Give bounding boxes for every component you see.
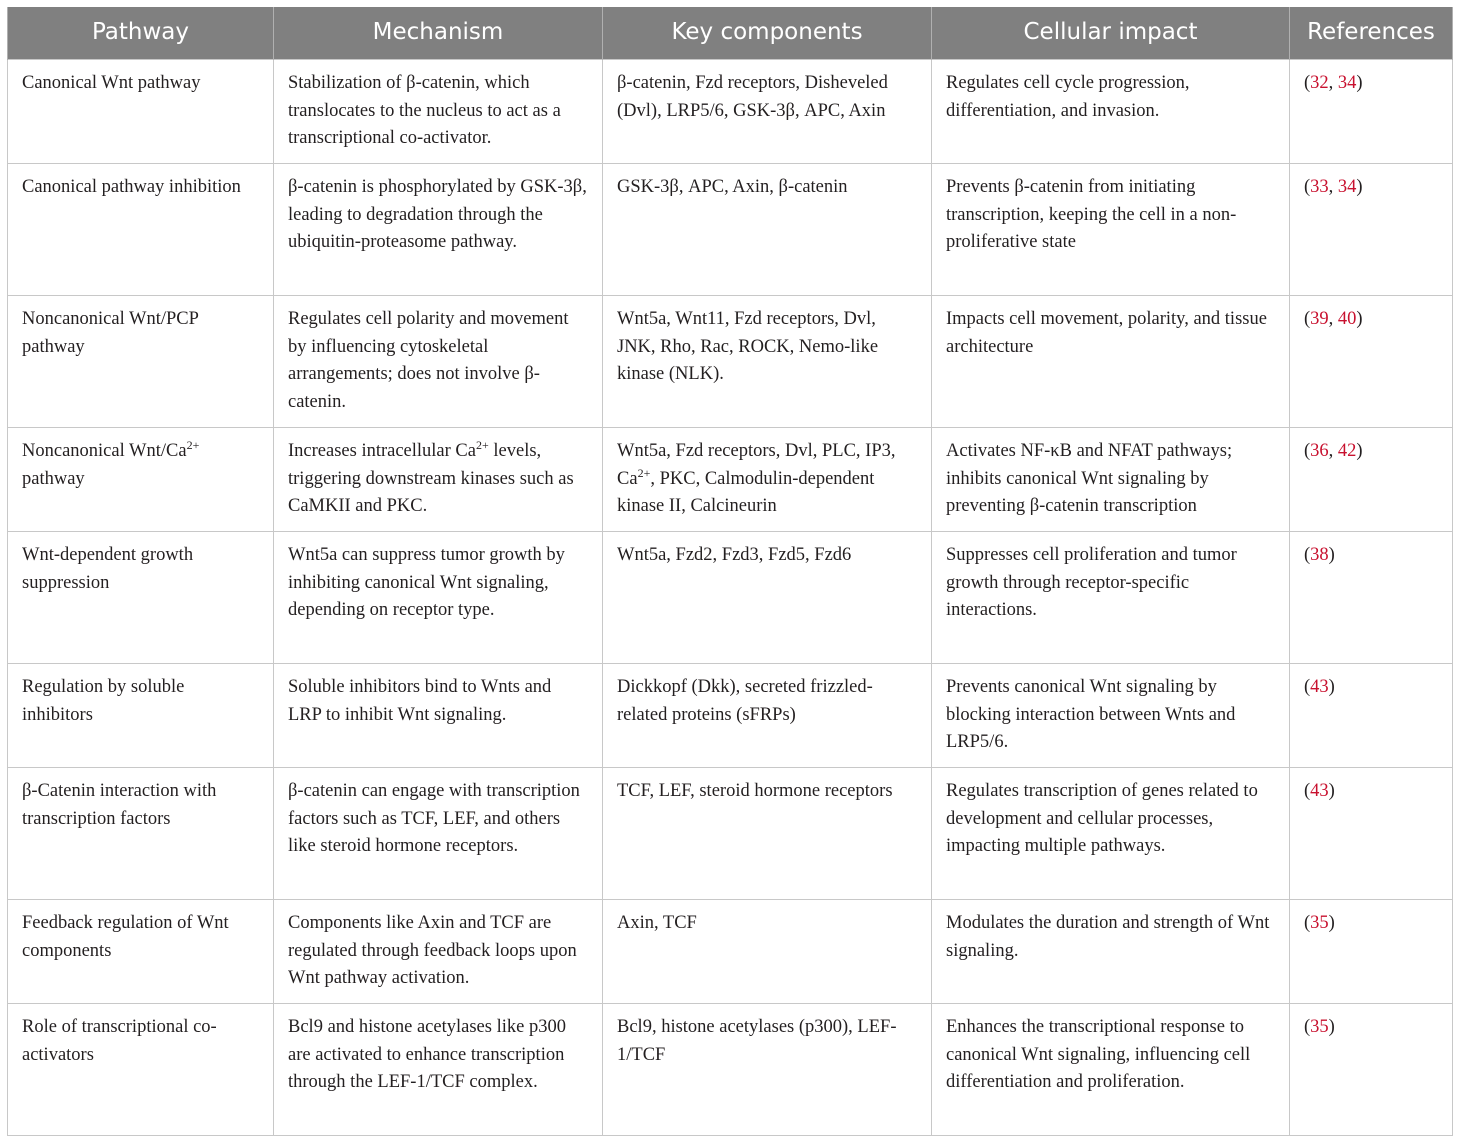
paren-close: ): [1356, 309, 1363, 329]
cell-references: [1290, 428, 1453, 532]
reference-link[interactable]: 35: [1310, 913, 1329, 933]
cell-pathway: Canonical Wnt pathway: [8, 60, 274, 164]
reference-link[interactable]: 40: [1337, 309, 1357, 329]
ref-separator: ,: [1328, 309, 1338, 329]
reference-link[interactable]: 43: [1310, 781, 1329, 801]
table-row: [8, 664, 1453, 768]
cell-references: [1290, 296, 1453, 428]
cell-references: [1290, 664, 1453, 768]
paren-open: (: [1304, 677, 1311, 697]
paren-open: (: [1304, 177, 1311, 197]
paren-open: (: [1304, 309, 1311, 329]
reference-link[interactable]: 38: [1310, 545, 1329, 565]
cell-key-components: Wnt5a, Wnt11, Fzd receptors, Dvl, JNK, Rho, Rac, ROCK, Nemo-like kinase (NLK).: [603, 296, 932, 428]
paren-open: (: [1304, 781, 1311, 801]
paren-close: ): [1356, 441, 1363, 461]
table-row: [8, 428, 1453, 532]
superscript: 2+: [186, 438, 200, 452]
reference-link[interactable]: 34: [1337, 73, 1357, 93]
table-row: [8, 296, 1453, 428]
paren-close: ): [1356, 73, 1363, 93]
cell-mechanism: Components like Axin and TCF are regulated through feedback loops upon Wnt pathway activation.: [274, 900, 603, 1004]
ref-separator: ,: [1328, 177, 1338, 197]
cell-cellular-impact: Activates NF-κB and NFAT pathways; inhibits canonical Wnt signaling by preventing β-catenin transcription: [932, 428, 1290, 532]
paren-open: (: [1304, 441, 1311, 461]
header-mechanism: Mechanism: [274, 7, 603, 60]
cell-cellular-impact: Regulates cell cycle progression, differentiation, and invasion.: [932, 60, 1290, 164]
ref-separator: ,: [1328, 73, 1338, 93]
text-part: Wnt5a, Fzd receptors, Dvl, PLC, IP3, Ca: [617, 441, 896, 489]
cell-key-components: Axin, TCF: [603, 900, 932, 1004]
cell-cellular-impact: Prevents β-catenin from initiating transcription, keeping the cell in a non-proliferative state: [932, 164, 1290, 296]
cell-references: [1290, 1004, 1453, 1136]
header-pathway: Pathway: [8, 7, 274, 60]
cell-cellular-impact: Prevents canonical Wnt signaling by blocking interaction between Wnts and LRP5/6.: [932, 664, 1290, 768]
cell-key-components: GSK-3β, APC, Axin, β-catenin: [603, 164, 932, 296]
header-row: [8, 7, 1453, 60]
cell-cellular-impact: Suppresses cell proliferation and tumor growth through receptor-specific interactions.: [932, 532, 1290, 664]
cell-mechanism: Stabilization of β-catenin, which translocates to the nucleus to act as a transcriptional co-activator.: [274, 60, 603, 164]
reference-link[interactable]: 39: [1310, 309, 1329, 329]
cell-mechanism: [274, 428, 603, 532]
cell-pathway: Wnt-dependent growth suppression: [8, 532, 274, 664]
paren-close: ): [1356, 177, 1363, 197]
cell-key-components: Wnt5a, Fzd2, Fzd3, Fzd5, Fzd6: [603, 532, 932, 664]
superscript: 2+: [637, 465, 651, 480]
cell-cellular-impact: Impacts cell movement, polarity, and tissue architecture: [932, 296, 1290, 428]
paren-close: ): [1328, 913, 1335, 933]
reference-link[interactable]: 32: [1310, 73, 1329, 93]
reference-link[interactable]: 33: [1310, 177, 1329, 197]
cell-pathway: Noncanonical Wnt/PCP pathway: [8, 296, 274, 428]
ref-separator: ,: [1328, 441, 1338, 461]
cell-key-components: β-catenin, Fzd receptors, Disheveled (Dvl), LRP5/6, GSK-3β, APC, Axin: [603, 60, 932, 164]
reference-link[interactable]: 42: [1337, 441, 1357, 461]
cell-pathway: β-Catenin interaction with transcription factors: [8, 768, 274, 900]
table-row: [8, 532, 1453, 664]
cell-mechanism: Wnt5a can suppress tumor growth by inhibiting canonical Wnt signaling, depending on receptor type.: [274, 532, 603, 664]
cell-pathway: Feedback regulation of Wnt components: [8, 900, 274, 1004]
reference-link[interactable]: 43: [1310, 677, 1329, 697]
paren-open: (: [1304, 73, 1311, 93]
table-row: [8, 1004, 1453, 1136]
table-row: [8, 900, 1453, 1004]
cell-pathway: [8, 428, 274, 532]
table-row: [8, 60, 1453, 164]
cell-key-components: Bcl9, histone acetylases (p300), LEF-1/TCF: [603, 1004, 932, 1136]
paren-open: (: [1304, 1017, 1311, 1037]
table-row: [8, 768, 1453, 900]
cell-references: [1290, 164, 1453, 296]
header-cellular-impact: Cellular impact: [932, 7, 1290, 60]
reference-link[interactable]: 34: [1337, 177, 1357, 197]
paren-close: ): [1328, 1017, 1335, 1037]
header-key-components: Key components: [603, 7, 932, 60]
text-part: , PKC, Calmodulin-dependent kinase II, Calcineurin: [617, 468, 875, 517]
header-references: References: [1290, 7, 1453, 60]
wnt-pathways-table: [7, 7, 1453, 1136]
cell-pathway: Role of transcriptional co-activators: [8, 1004, 274, 1136]
cell-references: [1290, 768, 1453, 900]
cell-key-components: [603, 428, 932, 532]
text-part: pathway: [22, 468, 85, 489]
reference-link[interactable]: 35: [1310, 1017, 1329, 1037]
cell-mechanism: β-catenin can engage with transcription factors such as TCF, LEF, and others like steroid hormone receptors.: [274, 768, 603, 900]
superscript: 2+: [475, 438, 489, 452]
paren-open: (: [1304, 913, 1311, 933]
text-part: Noncanonical Wnt/Ca: [22, 441, 187, 461]
paren-close: ): [1328, 677, 1335, 697]
reference-link[interactable]: 36: [1310, 441, 1329, 461]
cell-references: [1290, 900, 1453, 1004]
cell-mechanism: Regulates cell polarity and movement by influencing cytoskeletal arrangements; does not involve β-catenin.: [274, 296, 603, 428]
cell-mechanism: Bcl9 and histone acetylases like p300 are activated to enhance transcription through the LEF-1/TCF complex.: [274, 1004, 603, 1136]
cell-references: [1290, 60, 1453, 164]
cell-key-components: TCF, LEF, steroid hormone receptors: [603, 768, 932, 900]
text-part: Increases intracellular Ca: [288, 441, 476, 461]
cell-cellular-impact: Regulates transcription of genes related to development and cellular processes, impacting multiple pathways.: [932, 768, 1290, 900]
cell-references: [1290, 532, 1453, 664]
cell-pathway: Regulation by soluble inhibitors: [8, 664, 274, 768]
cell-cellular-impact: Modulates the duration and strength of Wnt signaling.: [932, 900, 1290, 1004]
table-row: [8, 164, 1453, 296]
paren-open: (: [1304, 545, 1311, 565]
paren-close: ): [1328, 545, 1335, 565]
text-part: levels, triggering downstream kinases such as CaMKII and PKC.: [288, 441, 574, 517]
cell-pathway: Canonical pathway inhibition: [8, 164, 274, 296]
cell-mechanism: β-catenin is phosphorylated by GSK-3β, leading to degradation through the ubiquitin-proteasome pathway.: [274, 164, 603, 296]
paren-close: ): [1328, 781, 1335, 801]
cell-key-components: Dickkopf (Dkk), secreted frizzled-related proteins (sFRPs): [603, 664, 932, 768]
cell-mechanism: Soluble inhibitors bind to Wnts and LRP to inhibit Wnt signaling.: [274, 664, 603, 768]
cell-cellular-impact: Enhances the transcriptional response to canonical Wnt signaling, influencing cell differentiation and proliferation.: [932, 1004, 1290, 1136]
